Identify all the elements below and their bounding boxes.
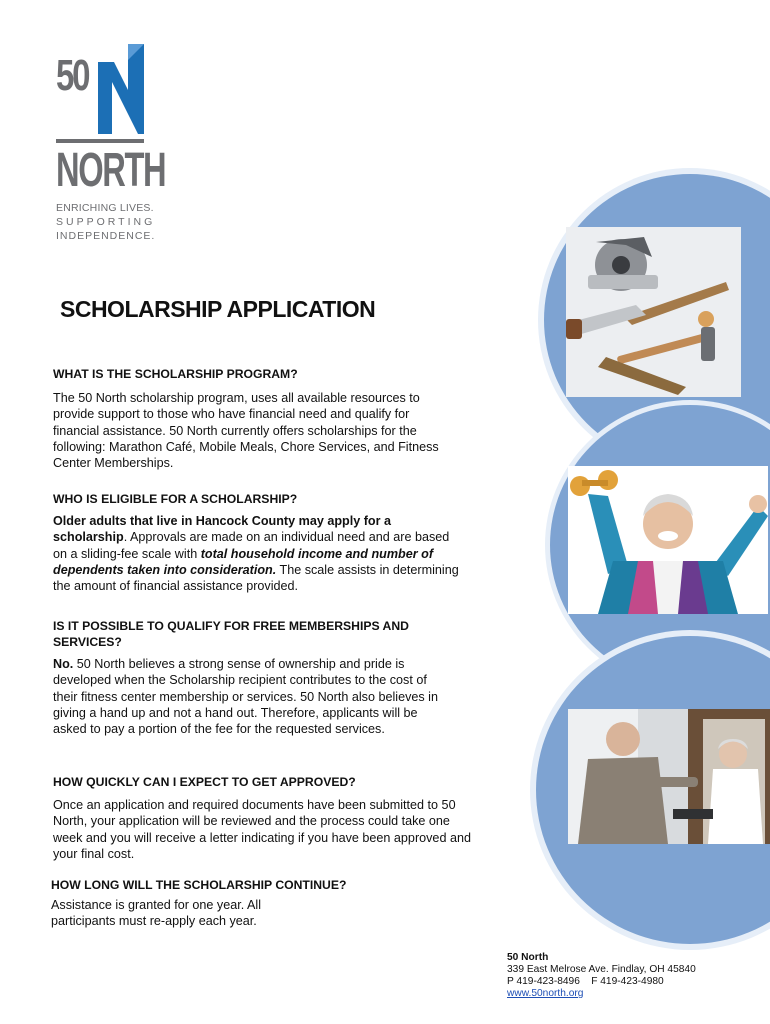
woman-illustration xyxy=(568,466,768,614)
tools-photo xyxy=(566,227,741,397)
footer-phone: P 419-423-8496 F 419-423-4980 xyxy=(507,976,664,987)
tools-illustration xyxy=(566,227,741,397)
section-5-answer: Assistance is granted for one year. All participants must re-apply each year. xyxy=(51,898,262,929)
section-3-answer xyxy=(53,656,453,737)
section-2-question: WHO IS ELIGIBLE FOR A SCHOLARSHIP? xyxy=(53,492,298,506)
answer-line: following: Marathon Café, Mobile Meals, Chore Services, and Fitness xyxy=(53,439,439,454)
section-4-answer: Once an application and required documents have been submitted to 50 North, your application will be reviewed and the process could take one week and you will receive a letter indicating if you have been approved and your final cost. xyxy=(53,798,471,861)
answer-line: provide support to those who have financial need and qualify for xyxy=(53,407,410,422)
footer-org-name: 50 North xyxy=(507,952,549,963)
answer-text: . Approvals are made on an individual need and are based on a sliding-fee scale with xyxy=(53,530,450,561)
website-link[interactable]: www.50north.org xyxy=(507,988,584,999)
section-2-answer xyxy=(53,513,463,594)
logo-north-text: NORTH xyxy=(56,144,166,197)
section-3-question: IS IT POSSIBLE TO QUALIFY FOR FREE MEMBERSHIPS AND SERVICES? xyxy=(53,619,409,649)
answer-line: financial assistance. 50 North currently offers scholarships for the xyxy=(53,423,417,438)
brand-logo xyxy=(56,44,166,249)
answer-line: Center Memberships. xyxy=(53,456,174,471)
woman-with-weights-photo xyxy=(568,466,768,614)
delivery-illustration xyxy=(568,709,770,844)
answer-bold-italic: total household income and number of dependents taken into consideration. xyxy=(53,546,434,577)
answer-line: The 50 North scholarship program, uses all available resources to xyxy=(53,391,420,405)
meal-delivery-photo xyxy=(568,709,770,844)
logo-n-mark-icon xyxy=(98,44,144,134)
contact-footer xyxy=(507,952,696,1000)
answer-text: The scale assists in determining the amount of financial assistance provided. xyxy=(53,562,459,594)
answer-text: 50 North believes a strong sense of ownership and pride is developed when the Scholarship recipient contributes to the cost of their fitness center membership or services. 50 North also believes in giving a hand up and not a hand out. Therefore, applicants will be asked to pay a portion of the fee for the requested services. xyxy=(53,657,438,737)
logo-tagline-2: SUPPORTING xyxy=(56,216,156,228)
logo-tagline-3: INDEPENDENCE. xyxy=(56,230,156,242)
page-title: SCHOLARSHIP APPLICATION xyxy=(60,296,376,322)
logo-tagline-1: ENRICHING LIVES. xyxy=(56,202,154,214)
answer-bold: Older adults that live in Hancock County may apply for a scholarship xyxy=(53,514,392,545)
section-5-question: HOW LONG WILL THE SCHOLARSHIP CONTINUE? xyxy=(51,878,347,892)
answer-bold: No. xyxy=(53,657,74,671)
section-1-answer xyxy=(53,390,483,471)
footer-address: 339 East Melrose Ave. Findlay, OH 45840 xyxy=(507,964,696,975)
logo-divider xyxy=(56,139,144,143)
logo-fifty-text: 50 xyxy=(56,51,89,100)
section-1-question: WHAT IS THE SCHOLARSHIP PROGRAM? xyxy=(53,367,298,381)
section-4-question: HOW QUICKLY CAN I EXPECT TO GET APPROVED? xyxy=(53,775,356,789)
